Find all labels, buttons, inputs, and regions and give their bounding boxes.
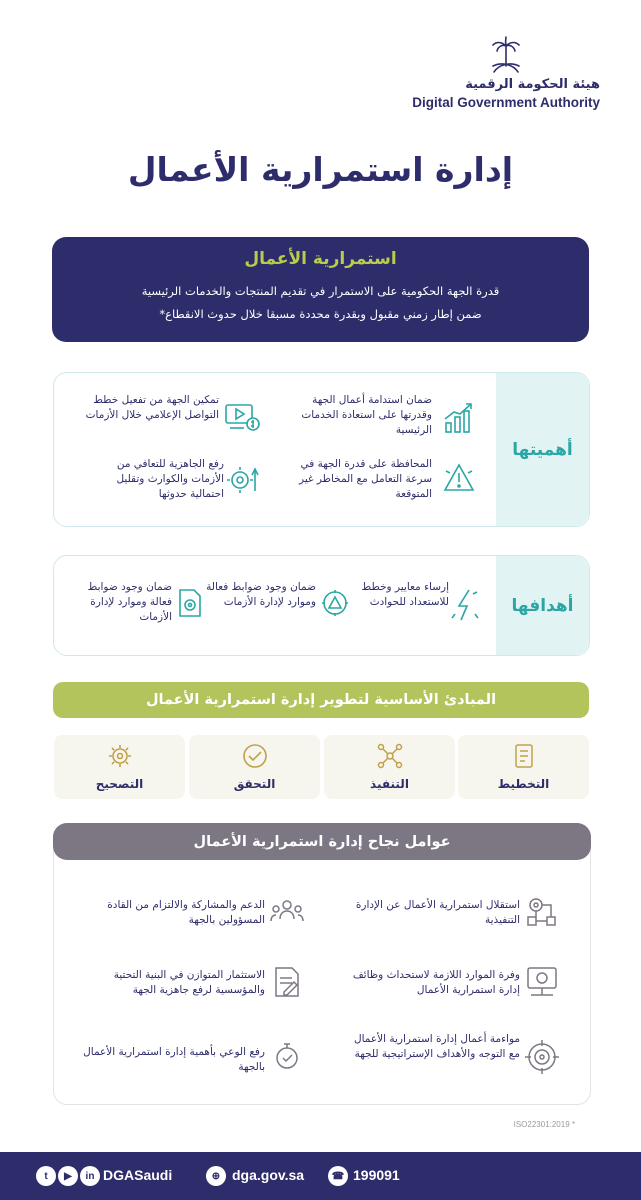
definition-card xyxy=(52,237,589,342)
factors-title: عوامل نجاح إدارة استمرارية الأعمال xyxy=(193,833,451,850)
definition-title: استمرارية الأعمال xyxy=(244,249,397,269)
network-icon xyxy=(377,743,403,769)
importance-panel xyxy=(53,372,590,527)
factor-item-5: مواءمة أعمال إدارة استمرارية الأعمال مع التوجه والأهداف الإستراتيجية للجهة xyxy=(353,1033,520,1060)
principle-card-verification xyxy=(189,735,320,799)
factor-item-2: الدعم والمشاركة والالتزام من القادة المسؤولين بالجهة xyxy=(107,899,265,926)
target-icon xyxy=(525,1040,559,1074)
importance-tab xyxy=(496,373,589,526)
gear-correct-icon xyxy=(107,743,133,769)
org-name-english: Digital Government Authority xyxy=(412,95,600,110)
resources-icon xyxy=(525,965,559,999)
principle-label-execution: التنفيذ xyxy=(370,777,409,791)
principle-card-execution xyxy=(324,735,455,799)
goals-panel xyxy=(53,555,590,656)
principles-title: المبادئ الأساسية لتطوير إدارة استمرارية الأعمال xyxy=(145,692,497,708)
goals-item-1: إرساء معايير وخطط للاستعداد للحوادث xyxy=(361,581,449,608)
footer-phone[interactable]: 199091 xyxy=(353,1167,400,1183)
footer-website[interactable]: dga.gov.sa xyxy=(232,1167,305,1183)
gear-up-icon xyxy=(226,461,260,495)
principle-label-correction: التصحيح xyxy=(95,777,144,791)
document-edit-icon xyxy=(270,965,304,999)
principles-title-bar xyxy=(53,682,589,718)
factor-item-1: استقلال استمرارية الأعمال عن الإدارة التنفيذية xyxy=(355,899,520,926)
gear-warning-icon xyxy=(320,588,350,618)
iso-footnote: ISO22301:2019 * xyxy=(513,1120,575,1129)
importance-item-1: ضمان استدامة أعمال الجهة وقدرتها على استعادة الخدمات الرئيسية xyxy=(301,394,432,436)
importance-item-2: تمكين الجهة من تفعيل خطط التواصل الإعلامي خلال الأزمات xyxy=(85,394,219,421)
twitter-icon[interactable]: t xyxy=(36,1166,56,1186)
footer-handle[interactable]: DGASaudi xyxy=(103,1167,173,1183)
planning-icon xyxy=(511,743,537,769)
factor-item-4: الاستثمار المتوازن في البنية التحتية والمؤسسية لرفع جاهزية الجهة xyxy=(113,969,265,996)
goals-tab xyxy=(496,556,589,655)
growth-chart-icon xyxy=(442,401,476,435)
palm-swords-emblem-icon xyxy=(489,36,523,76)
definition-text xyxy=(72,280,569,326)
factor-item-3: وفرة الموارد اللازمة لاستحداث وظائف إدارة استمرارية الأعمال xyxy=(352,969,520,996)
importance-item-4: رفع الجاهزية للتعافي من الأزمات والكوارث وتقليل احتمالية حدوثها xyxy=(116,458,224,500)
phone-icon: ☎ xyxy=(328,1166,348,1186)
footer-bar xyxy=(0,1152,641,1200)
definition-line-1: قدرة الجهة الحكومية على الاستمرار في تقديم المنتجات والخدمات الرئيسية xyxy=(141,284,500,298)
factors-title-bar xyxy=(53,823,591,860)
principle-card-correction xyxy=(54,735,185,799)
warning-icon xyxy=(442,461,476,495)
goals-item-2: ضمان وجود ضوابط فعالة وموارد لإدارة الأزمات xyxy=(206,581,316,608)
org-name-arabic: هيئة الحكومة الرقمية xyxy=(465,77,600,92)
globe-icon: ⊕ xyxy=(206,1166,226,1186)
check-circle-icon xyxy=(242,743,268,769)
team-icon xyxy=(270,895,304,929)
settings-doc-icon xyxy=(176,588,204,618)
linkedin-icon[interactable]: in xyxy=(80,1166,100,1186)
youtube-icon[interactable]: ▶ xyxy=(58,1166,78,1186)
definition-line-2: ضمن إطار زمني مقبول وبقدرة محددة مسبقا خلال حدوث الانقطاع* xyxy=(159,307,482,321)
goals-label: أهدافها xyxy=(511,595,574,616)
principle-label-planning: التخطيط xyxy=(497,777,550,791)
factor-item-6: رفع الوعي بأهمية إدارة استمرارية الأعمال بالجهة xyxy=(83,1046,265,1073)
gear-flow-icon xyxy=(525,895,559,929)
awareness-icon xyxy=(270,1040,304,1074)
principle-label-verification: التحقق xyxy=(233,777,276,791)
importance-label: أهميتها xyxy=(512,439,573,460)
media-money-icon xyxy=(224,399,262,433)
lightning-icon xyxy=(451,588,479,622)
importance-item-3: المحافظة على قدرة الجهة في سرعة التعامل مع المخاطر غير المتوقعة xyxy=(299,458,432,500)
principle-card-planning xyxy=(458,735,589,799)
page-title: إدارة استمرارية الأعمال xyxy=(127,150,514,189)
goals-item-3: ضمان وجود ضوابط فعالة وموارد لإدارة الأزمات xyxy=(87,581,172,623)
